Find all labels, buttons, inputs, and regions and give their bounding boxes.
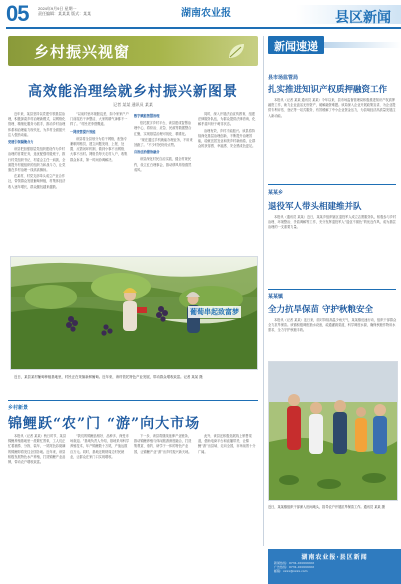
feature-column-2 xyxy=(70,434,130,582)
subhead: 一网统管提升效能 xyxy=(70,129,96,134)
page-header xyxy=(0,0,401,30)
lead-column-1 xyxy=(8,112,66,252)
drought-image xyxy=(269,362,398,501)
footer-line: 广告热线：0731-XXXXXXXX xyxy=(274,565,315,570)
paragraph: 下一步，该县将继续延伸产业链条，推动锦鲤养殖与休闲旅游深度融合，打造集观赏、垂钓、研学于一体的特色产业园，让锦鲤产业“游”出乡村振兴新天地。 xyxy=(134,434,192,454)
page-number: 05 xyxy=(6,1,29,26)
subhead: 自治法治德治融合 xyxy=(134,150,160,155)
lead-byline: 记者 某某 通讯员 某某 xyxy=(113,102,153,107)
paragraph: 该县将全县划分为若干网格，配备专兼职网格员，建立问题发现、上报、处置、反馈闭环机制，做到小事不出网格、大事不出村。网格员每天走村入户，收集群众诉求，第一时间协调解决。 xyxy=(70,136,128,162)
section-name: 县区新闻 xyxy=(335,10,391,26)
footer-lines xyxy=(274,561,396,574)
footer-banner xyxy=(268,549,401,584)
brief-1-headline: 扎实推进知识产权质押融资工作 xyxy=(268,85,388,95)
feature-column-1 xyxy=(8,434,66,582)
paper-logo: 湖南农业报 xyxy=(181,8,231,19)
paragraph: 本报讯（记者 某某）秋日时节，某县锦鲤养殖基地里一派繁忙景象，工人们正忙着捕捞、分拣、装车，一尾尾色彩斑斓的锦鲤即将发往全国各地。近年来，该县积极发展特色水产养殖，打造锦鲤产业品牌，带动农户增收致富。 xyxy=(8,434,66,465)
feature-headline: 锦鲤跃“农”门 “游”向大市场 xyxy=(8,416,201,432)
footer-line: 邮箱：xxxx@xxxx.com xyxy=(274,569,308,574)
section-rule xyxy=(8,400,258,401)
brief-2-kicker: 某某乡 xyxy=(268,190,284,196)
feature-kicker: 乡村新景 xyxy=(8,405,29,411)
brief-1-kicker: 县市场监管局 xyxy=(268,75,299,81)
lead-headline: 高效能治理绘就乡村振兴新图景 xyxy=(28,84,238,100)
meta-date: 2024年9月9日 星期一 xyxy=(38,6,77,11)
paragraph: 本报讯（通讯员 某某）近日，某某乡组织辖区退役军人成立志愿服务队，积极参与乡村治理、环境整治、矛盾调解等工作，充分发挥退役军人“退伍不褪色”的优良作风，成为基层治理的一支重要力量。 xyxy=(268,215,397,230)
brief-3-headline: 全力抗旱保苗 守护秋粮安全 xyxy=(268,305,373,315)
footer-line: 新闻热线：0731-XXXXXXXX xyxy=(274,561,315,565)
paragraph: 本报讯（记者 某某）连日来，面对持续高温少雨天气，某某镇迅速行动，组织干部群众全力抗旱保苗。该镇积极调配抽水设备，疏通灌溉渠道，科学调度水源，确保秋粮作物用水需求，全力守护秋粮丰收。 xyxy=(268,318,397,333)
page-meta xyxy=(38,6,128,16)
paragraph: “现在通过手机就能办理业务，不用来回跑了。”不少村民纷纷点赞。 xyxy=(134,137,193,148)
paragraph: 此外，该县还积极拓展线上销售渠道，借助电商平台和直播带货，让锦鲤“游”出县域、走向全国，市场前景十分广阔。 xyxy=(198,434,256,454)
section-tab xyxy=(296,5,401,24)
brief-3-kicker: 某某镇 xyxy=(268,294,284,300)
brief-rule xyxy=(268,289,396,290)
photo-caption: 近日，某某镇组织干部深入田间地头，指导农户开展抗旱保苗工作。通讯员 某某 摄 xyxy=(268,505,385,509)
lead-column-4 xyxy=(198,112,258,252)
news-section-logo xyxy=(268,36,324,54)
photo-title: 葡萄串起致富梦 xyxy=(190,307,239,316)
brief-1-body xyxy=(268,98,398,180)
photo-caption: 近日，某县某村葡萄种植基地里，村民正在采摘新鲜葡萄。近年来，该村依托特色产业发展，带动群众增收致富。记者 某某 摄 xyxy=(14,375,203,379)
subhead: 数字赋能智慧治理 xyxy=(134,114,160,118)
paragraph: 该县把加强基层党组织建设作为乡村治理的首要任务，选优配强村级班子，推行村党组织书记、村委会主任一肩挑，全面提升村级组织的组织力和战斗力，让党旗在乡村治理一线高高飘扬。 xyxy=(8,147,66,173)
banner-text: 乡村振兴视窗 xyxy=(34,43,131,61)
paragraph: 依托数字乡村平台，该县建成智慧治理中心，将综治、应急、民政等数据整合汇聚，实现基层治理可视化、精准化。 xyxy=(134,121,192,136)
brief-rule xyxy=(268,184,396,185)
leaf-icon xyxy=(226,41,246,61)
drought-relief-photo xyxy=(268,361,398,501)
news-band xyxy=(324,42,401,48)
paragraph: 治理有效，乡村才能振兴。该县将持续深化基层治理创新，不断提升治理效能，绘就宜居宜业和美乡村新画卷，让群众的获得感、幸福感、安全感成色更足。 xyxy=(198,128,256,149)
lead-column-3 xyxy=(134,112,194,252)
paragraph: “我们的锦鲤品相好、品种多，深受市场欢迎。”基地负责人介绍，基地采用科学养殖技术，年产锦鲤数十万尾，产值达数百万元。同时，基地还吸纳周边村民就业，让群众在家门口实现增收。 xyxy=(70,434,130,459)
paragraph: “以前村里环境脏乱差，如今家家户户门前屋后干净整洁，大家的精气神都不一样了。”村民老李感慨道。 xyxy=(70,112,129,127)
lead-column-2 xyxy=(70,112,130,252)
footer-title: 湖南农业报·县区新闻 xyxy=(301,554,368,561)
brief-2-headline: 退役军人带头相建维并队 xyxy=(268,202,362,212)
subhead: 党建引领凝聚合力 xyxy=(8,140,34,145)
header-rule xyxy=(6,27,401,29)
feature-column-4 xyxy=(198,434,258,582)
brief-2-body xyxy=(268,215,398,285)
paragraph: 该县深化村民自治实践，健全村规民约，设立红白理事会，推动移风易俗蔚然成风。 xyxy=(134,157,192,172)
column-banner xyxy=(8,36,258,66)
paragraph: 在某村，村党支部牵头成立产业合作社，带领群众发展葡萄种植，村集体经济收入逐年增长，群众腰包越来越鼓。 xyxy=(8,174,66,189)
feature-column-3 xyxy=(134,434,194,582)
brief-3-body xyxy=(268,318,398,358)
paragraph: 近年来，某县坚持以党建引领基层治理，积极探索乡村治理新模式，以网格化管理、精细化服务为抓手，推动乡村治理体系和治理能力现代化，为乡村全面振兴注入强劲动能。 xyxy=(8,112,66,137)
column-divider xyxy=(263,36,264,546)
news-logo-text: 新闻速递 xyxy=(274,40,318,53)
paragraph: 本报讯（记者 某某 通讯员 某某）今年以来，县市场监督管理局积极推进知识产权质押融资工作，助力企业盘活无形资产，破解融资难题。该局深入企业开展政策宣讲，为企业提供专利评估、登记等一站式服务，有效缓解了中小企业资金压力，为县域经济高质量发展注入新动能。 xyxy=(268,98,396,118)
paragraph: 同时，深入开展法治宣传教育，组建法律服务队伍，为群众提供法律咨询，化解矛盾纠纷于萌芽状态。 xyxy=(198,112,256,127)
meta-editor: 责任编辑：某某某 版式：某某 xyxy=(38,11,92,16)
